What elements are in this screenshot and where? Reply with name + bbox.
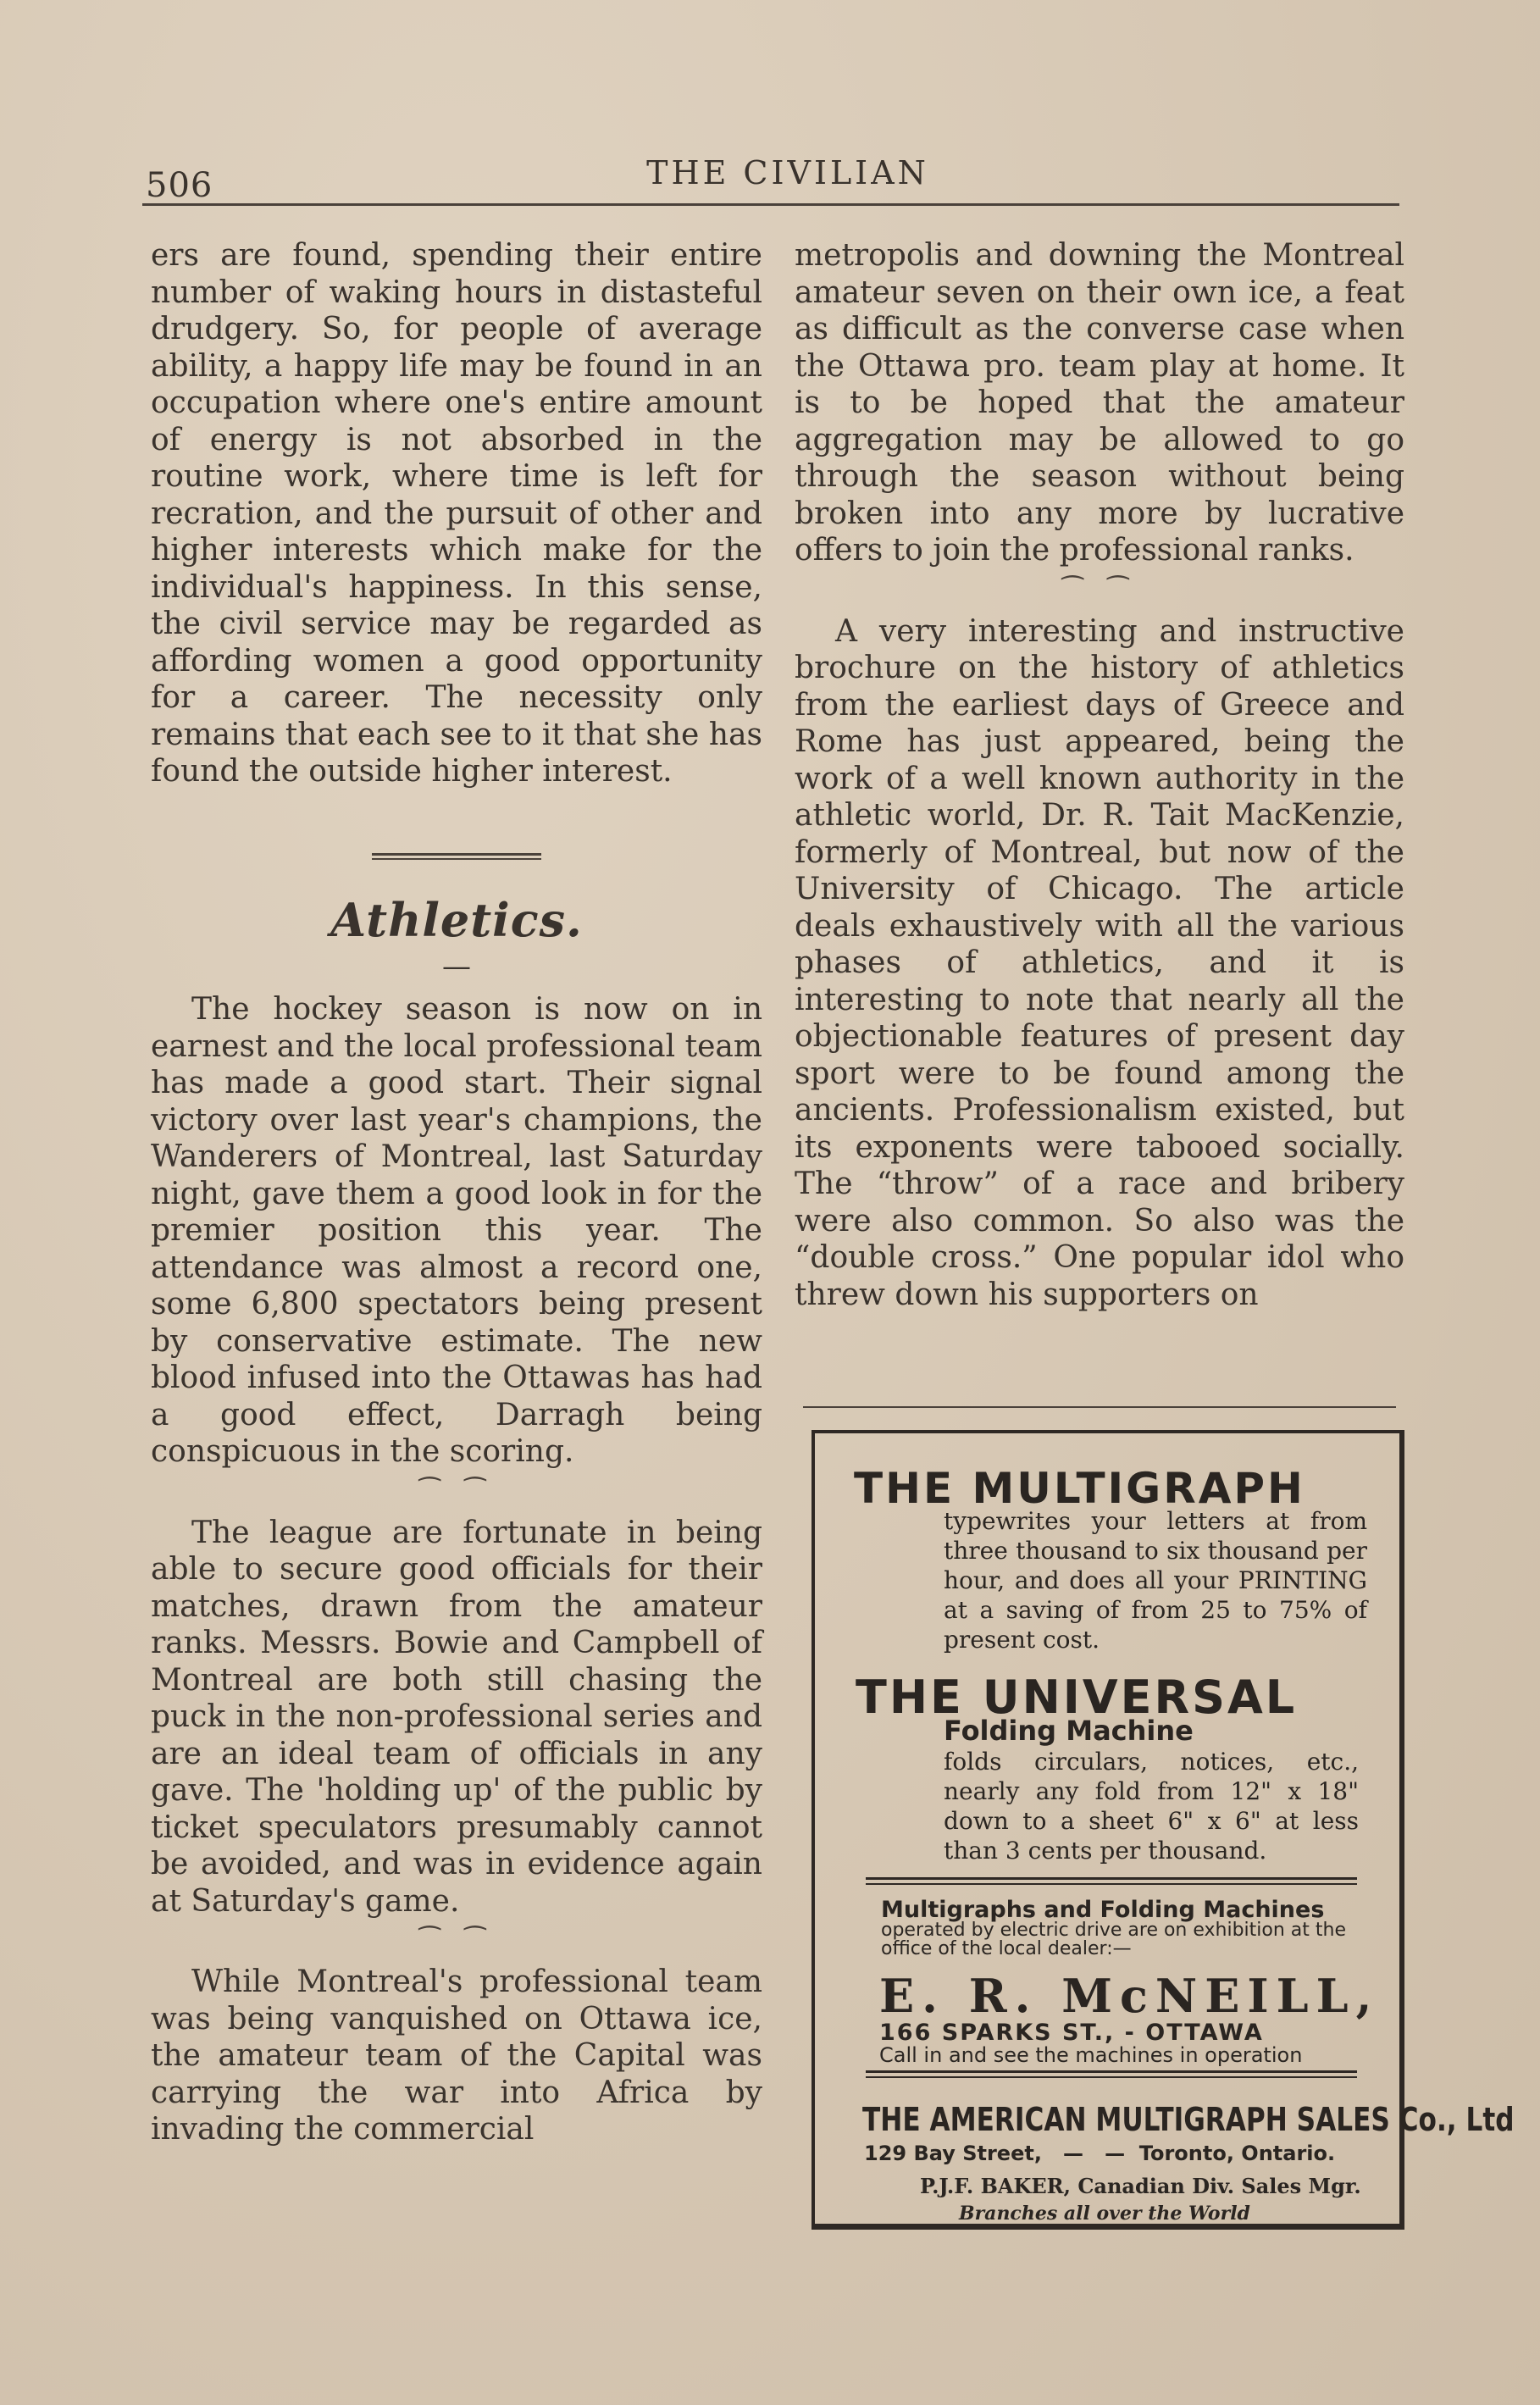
ad-dealer-intro-rest: operated by electric drive are on exhibition at the office of the local dealer:—	[881, 1920, 1347, 1959]
article-paragraph: The league are fortunate in being able to secure good officials for their matches, drawn from the amateur ranks. Messrs. Bowie and Campbell of Montreal are both still chasing the puck in the non-professional series and are an ideal team of officials in any gave. The 'holding up' of the public by ticket speculators presumably cannot be avoided, and was in evidence again at Saturday's game.	[151, 1515, 762, 1919]
article-paragraph: metropolis and downing the Montreal amateur seven on their own ice, a feat as difficult as the converse case when the Ottawa pro. team play at home. It is to be hoped that the amateur aggregation may be allowed to go through the season without being broken into any more by lucrative offers to join the professional ranks.	[795, 238, 1404, 568]
ad-multigraph-text: typewrites your letters at from three thousand to six thousand per hour, and does all your PRINTING at a saving of from 25 to 75% of present cost.	[944, 1507, 1367, 1654]
ad-dealer-intro	[881, 1897, 1355, 1959]
ornament-divider: ⁀ ⁀	[1062, 575, 1137, 606]
ad-divider	[866, 1877, 1357, 1885]
ad-company-address: 129 Bay Street, — — Toronto, Ontario.	[864, 2142, 1336, 2165]
ad-call-in: Call in and see the machines in operation	[879, 2043, 1303, 2067]
ad-universal-text: folds circulars, notices, etc., nearly any fold from 12" x 18" down to a sheet 6" x 6" at less than 3 cents per thousand.	[944, 1748, 1359, 1865]
ad-universal-title: THE UNIVERSAL	[856, 1671, 1298, 1724]
ad-company-name: THE AMERICAN MULTIGRAPH SALES Co., Ltd	[862, 2101, 1515, 2138]
ad-sales-manager: P.J.F. BAKER, Canadian Div. Sales Mgr.	[920, 2174, 1361, 2198]
header-rule	[142, 203, 1399, 206]
column-end-rule	[803, 1406, 1396, 1408]
article-paragraph: A very interesting and instructive brochure on the history of athletics from the earliest days of Greece and Rome has just appeared, being the work of a well known authority in the athletic world, Dr. R. Tait MacKenzie, formerly of Montreal, but now of the University of Chicago. The article deals exhaustively with all the various phases of athletics, and it is interesting to note that nearly all the objectionable features of present day sport were to be found among the ancients. Professionalism existed, but its exponents were tabooed socially. The “throw” of a race and bribery were also common. So also was the “double cross.” One popular idol who threw down his supporters on	[795, 613, 1404, 1312]
section-title-athletics: Athletics.	[330, 892, 583, 947]
ad-divider	[866, 2070, 1357, 2078]
running-head: THE CIVILIAN	[646, 154, 929, 191]
ad-dealer-intro-lead: Multigraphs and Folding Machines	[881, 1897, 1325, 1923]
article-paragraph: The hockey season is now on in earnest and the local professional team has made a good start. Their signal victory over last year's champions, the Wanderers of Montreal, last Saturday night, gave them a good look in for the premier position this year. The attendance was almost a record one, some 6,800 spectators being present by conservative estimate. The new blood infused into the Ottawas has had a good effect, Darragh being conspicuous in the scoring.	[151, 992, 762, 1469]
title-dash: —	[442, 950, 471, 984]
article-paragraph: ers are found, spending their entire number of waking hours in distasteful drudgery. So, for people of average ability, a happy life may be found in an occupation where one's entire amount of energy is not absorbed in the routine work, where time is left for recration, and the pursuit of other and higher interests which make for the individual's happiness. In this sense, the civil service may be regarded as affording women a good opportunity for a career. The necessity only remains that each see to it that she has found the outside higher interest.	[151, 238, 762, 789]
multigraph-advertisement	[812, 1430, 1515, 2230]
right-column	[795, 237, 1404, 1313]
page-number: 506	[146, 166, 213, 205]
ad-folding-machine: Folding Machine	[944, 1715, 1194, 1747]
ornament-divider: ⁀ ⁀	[419, 1477, 494, 1507]
article-paragraph: While Montreal's professional team was being vanquished on Ottawa ice, the amateur team of the Capital was carrying the war into Africa by invading the commercial	[151, 1964, 762, 2147]
ad-multigraph-title: THE MULTIGRAPH	[854, 1464, 1305, 1513]
left-column	[151, 237, 762, 2148]
ad-branches: Branches all over the World	[959, 2203, 1250, 2225]
ad-dealer-name: E. R. McNEILL,	[879, 1969, 1380, 2023]
ornament-divider: ⁀ ⁀	[419, 1926, 494, 1956]
section-divider	[372, 853, 541, 860]
ad-dealer-address: 166 SPARKS ST., - OTTAWA	[879, 2020, 1264, 2046]
